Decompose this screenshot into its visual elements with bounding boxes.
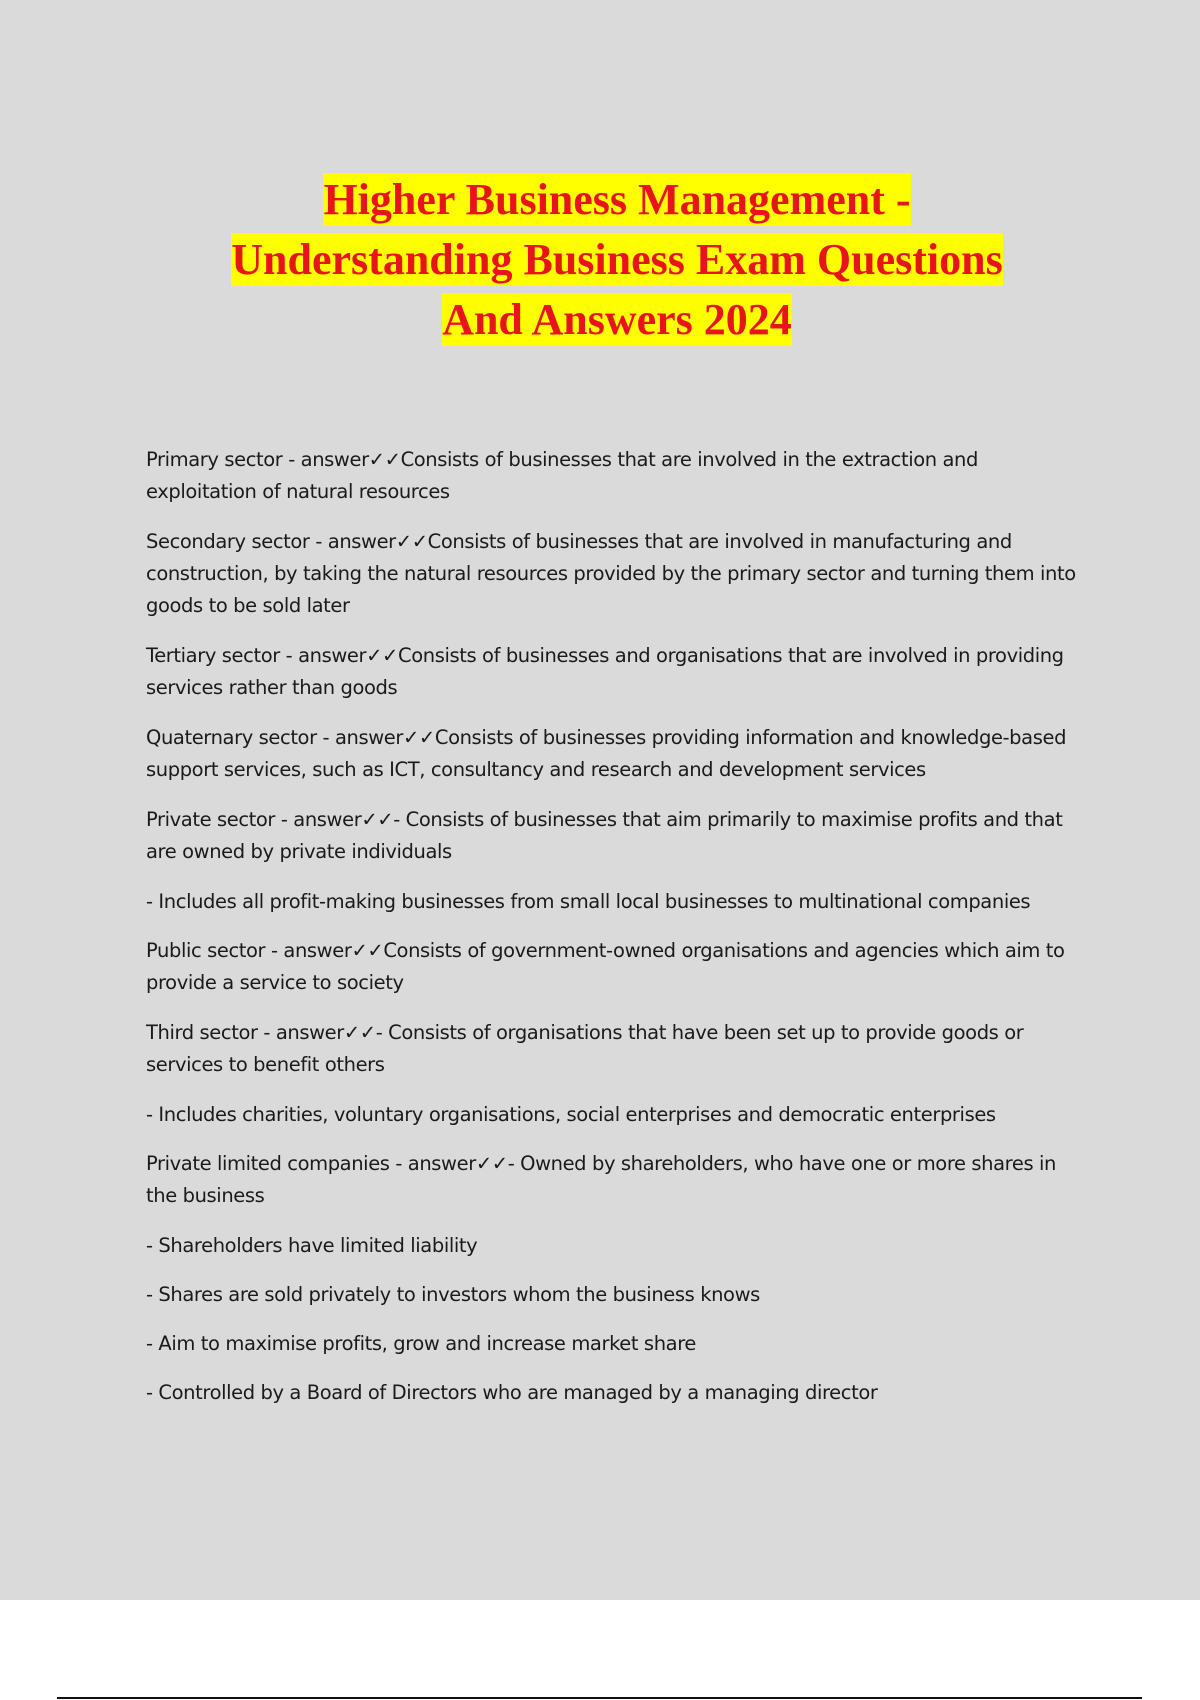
entry-third-sector-note: - Includes charities, voluntary organisations, social enterprises and democratic enterprises [146,1103,996,1126]
entry-plc-note-liability: - Shareholders have limited liability [146,1234,478,1257]
title-line-3: And Answers 2024 [442,295,792,344]
entry-public-sector: Public sector - answer✓✓Consists of government-owned organisations and agencies which aim to provide a service to society [146,939,1065,994]
entry-plc-note-aims: - Aim to maximise profits, grow and increase market share [146,1332,696,1355]
entry-quaternary-sector: Quaternary sector - answer✓✓Consists of businesses providing information and knowledge-based support services, such as ICT, consultancy and research and development services [146,726,1067,781]
entry-third-sector: Third sector - answer✓✓- Consists of organisations that have been set up to provide goods or services to benefit others [146,1021,1024,1076]
title-line-2: Understanding Business Exam Questions [231,235,1003,284]
entry-primary-sector: Primary sector - answer✓✓Consists of businesses that are involved in the extraction and exploitation of natural resources [146,448,978,503]
entry-tertiary-sector: Tertiary sector - answer✓✓Consists of businesses and organisations that are involved in providing services rather than goods [146,644,1064,699]
title-line-1: Higher Business Management - [323,175,911,224]
document-body [146,444,1086,1426]
entry-private-sector: Private sector - answer✓✓- Consists of businesses that aim primarily to maximise profits and that are owned by private individuals [146,808,1063,863]
entry-secondary-sector: Secondary sector - answer✓✓Consists of businesses that are involved in manufacturing and construction, by taking the natural resources provided by the primary sector and turning them into goods to be sold later [146,530,1076,617]
footer-divider [57,1697,1142,1699]
entry-plc-note-control: - Controlled by a Board of Directors who are managed by a managing director [146,1381,878,1404]
entry-private-sector-note: - Includes all profit-making businesses from small local businesses to multinational companies [146,890,1031,913]
document-title [150,170,1084,350]
entry-private-limited-companies: Private limited companies - answer✓✓- Owned by shareholders, who have one or more shares in the business [146,1152,1056,1207]
entry-plc-note-shares: - Shares are sold privately to investors whom the business knows [146,1283,760,1306]
